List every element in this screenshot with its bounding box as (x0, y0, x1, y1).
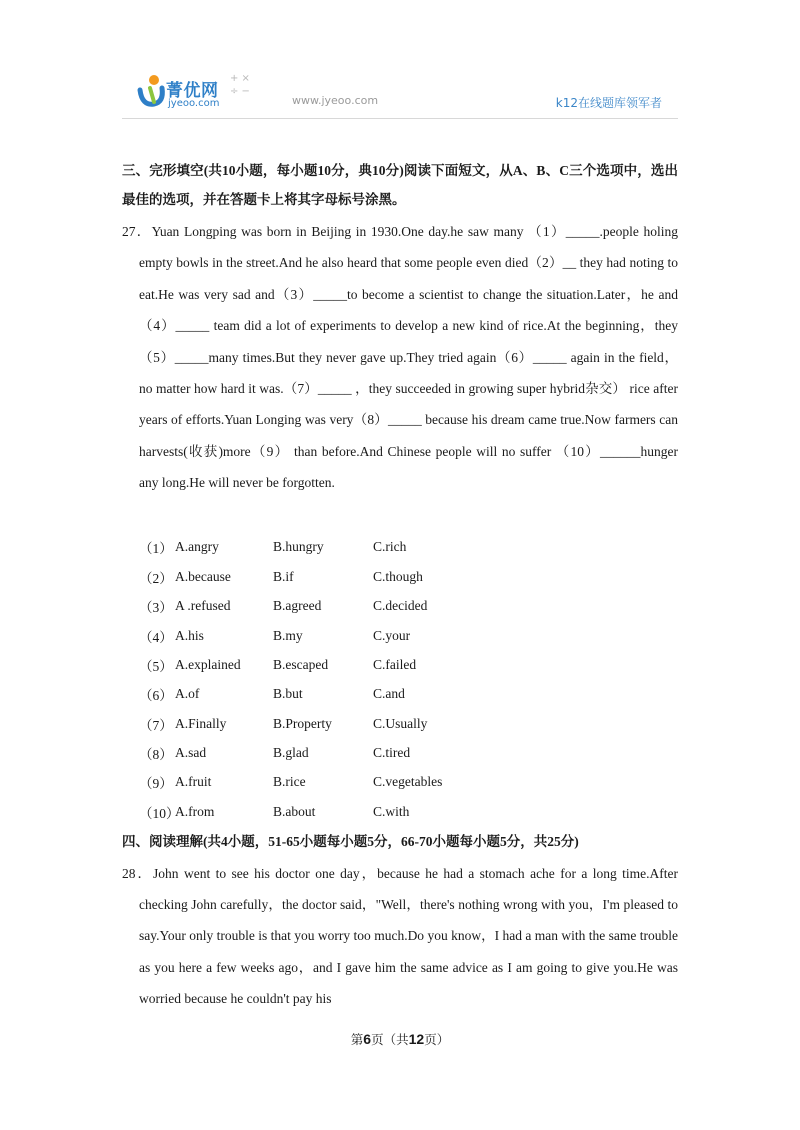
page-content (122, 156, 678, 1015)
option-number: （3） (139, 600, 173, 616)
option-row (122, 621, 678, 650)
page-footer (0, 1030, 800, 1048)
option-b: B.agreed (273, 598, 322, 614)
option-c: C.though (373, 568, 423, 584)
option-c: C.decided (373, 598, 428, 614)
options-list (122, 533, 678, 827)
option-b: B.but (273, 686, 303, 702)
slogan: k12在线题库领军者 (555, 96, 662, 110)
option-a: A.angry (175, 539, 219, 555)
option-c: C.failed (373, 656, 417, 672)
option-c: C.rich (373, 539, 407, 555)
option-c: C.vegetables (373, 774, 443, 790)
option-number: （2） (139, 570, 173, 586)
option-c: C.with (373, 803, 410, 819)
option-a: A.because (175, 568, 231, 584)
option-a: A.explained (175, 656, 241, 672)
option-a: A.sad (175, 745, 207, 761)
option-c: C.tired (373, 745, 411, 761)
option-row (122, 797, 678, 826)
option-b: B.about (273, 803, 316, 819)
question-27 (122, 216, 678, 499)
option-b: B.hungry (273, 539, 324, 555)
question-28 (122, 858, 678, 1015)
option-number: （4） (139, 629, 173, 645)
option-a: A.his (175, 627, 204, 643)
option-b: B.if (273, 568, 294, 584)
option-number: （6） (139, 688, 173, 704)
question-28-text: 28．John went to see his doctor one day，because he had a stomach ache for a long time.After checking John carefully，the doctor said，"Well，there's nothing wrong with you，I'm pleased to say.Your only trouble is that you worry too much.Do you know，I had a man with the same trouble as you here a few weeks ago，and I gave him the same advice as I am going to give you.He was worried because he couldn't pay his (122, 865, 678, 1007)
option-number: （7） (139, 717, 173, 733)
option-row (122, 562, 678, 591)
option-b: B.Property (273, 715, 332, 731)
site-url: www.jyeoo.com (292, 94, 379, 107)
option-row (122, 709, 678, 738)
option-row (122, 680, 678, 709)
section-3-heading: 三、完形填空(共10小题，每小题10分，典10分)阅读下面短文，从A、B、C三个选项中，选出最佳的选项，并在答题卡上将其字母标号涂黑。 (122, 163, 678, 207)
option-a: A.of (175, 686, 200, 702)
brand-name: 菁优网 (166, 81, 219, 101)
current-page-number: 6 (363, 1031, 372, 1047)
footer-suffix: 页） (424, 1033, 450, 1047)
option-number: （8） (139, 747, 173, 763)
option-a: A .refused (175, 598, 231, 614)
option-b: B.glad (273, 745, 309, 761)
footer-mid: 页（共 (371, 1033, 409, 1047)
option-row (122, 650, 678, 679)
option-number: （5） (139, 658, 173, 674)
section-4-heading: 四、阅读理解(共4小题，51-65小题每小题5分，66-70小题每小题5分，共25分) (122, 833, 579, 849)
option-number: （1） (139, 541, 173, 557)
option-c: C.and (373, 686, 405, 702)
math-ops-icon: + × ÷ − (230, 73, 250, 97)
total-page-number: 12 (408, 1031, 425, 1047)
option-b: B.rice (273, 774, 306, 790)
option-number: （9） (139, 776, 173, 792)
option-c: C.Usually (373, 715, 428, 731)
option-b: B.escaped (273, 656, 329, 672)
footer-prefix: 第 (350, 1033, 364, 1047)
option-row (122, 738, 678, 767)
option-a: A.fruit (175, 774, 212, 790)
option-a: A.from (175, 803, 215, 819)
option-row (122, 591, 678, 620)
brand-domain: jyeoo.com (168, 98, 220, 109)
option-c: C.your (373, 627, 411, 643)
option-a: A.Finally (175, 715, 227, 731)
option-row (122, 768, 678, 797)
option-b: B.my (273, 627, 303, 643)
option-row (122, 533, 678, 562)
option-number: （10） (139, 805, 180, 821)
question-27-text: 27．Yuan Longping was born in Beijing in 1930.One day.he saw many （1）_____.people holing empty bowls in the street.And he also heard that some people even died（2）__ they had noting to eat.He was very sad and（3）_____to become a scientist to change the situation.Later，he and（4）_____ team did a lot of experiments to develop a new kind of rice.At the beginning，they（5）_____many times.But they never gave up.They tried again（6）_____ again in the field，no matter how hard it was.（7）_____ ，they succeeded in growing super hybrid杂交） rice after years of efforts.Yuan Longing was very（8）_____ because his dream came true.Now farmers can harvests(收获)more（9） than before.And Chinese people will no suffer （10）______hunger any long.He will never be forgotten. (122, 224, 678, 491)
page-header (122, 68, 678, 119)
